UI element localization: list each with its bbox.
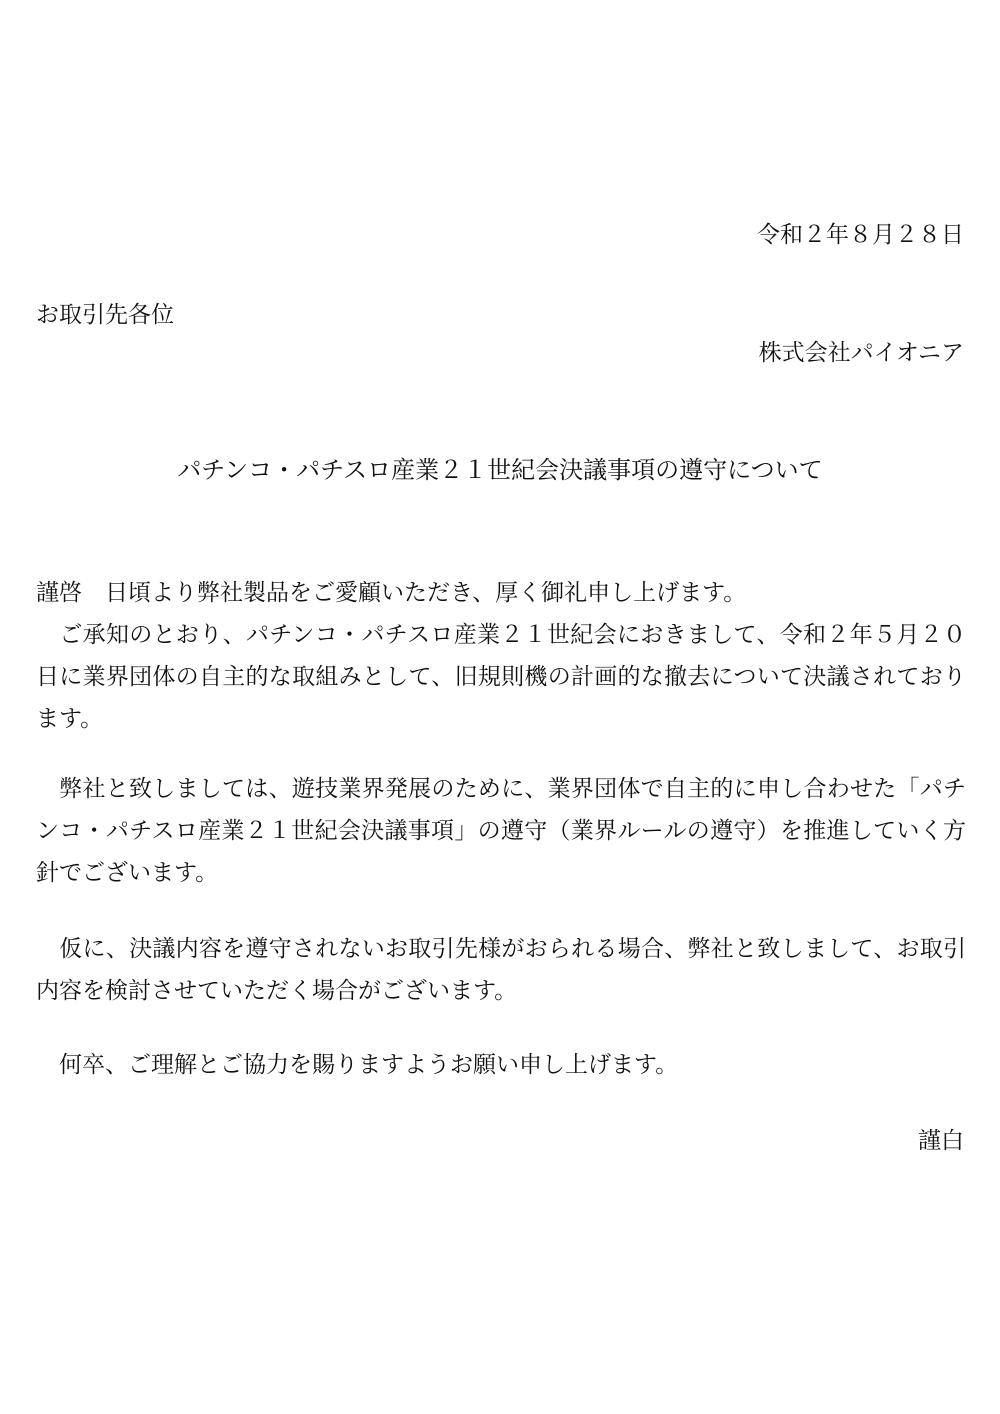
recipient-line: お取引先各位 (36, 302, 174, 328)
paragraph-resolution-text: ご承知のとおり、パチンコ・パチスロ産業２１世紀会におきまして、令和２年５月２０日に業界団体の自主的な取組みとして、旧規則機の計画的な撤去について決議されております。 (36, 622, 966, 732)
sender-company: 株式会社パイオニア (758, 340, 964, 366)
paragraph-policy (36, 768, 966, 894)
paragraph-policy-text: 弊社と致しましては、遊技業界発展のために、業界団体で自主的に申し合わせた「パチンコ・パチスロ産業２１世紀会決議事項」の遵守（業界ルールの遵守）を推進していく方針でございます。 (36, 776, 966, 886)
paragraph-greeting (36, 572, 966, 614)
paragraph-resolution (36, 614, 966, 740)
paragraph-greeting-text: 謹啓 日頃より弊社製品をご愛顧いただき、厚く御礼申し上げます。 (36, 580, 747, 606)
paragraph-request-text: 何卒、ご理解とご協力を賜りますようお願い申し上げます。 (59, 1052, 679, 1078)
paragraph-notice (36, 928, 966, 1012)
paragraph-notice-text: 仮に、決議内容を遵守されないお取引先様がおられる場合、弊社と致しまして、お取引内容を検討させていただく場合がございます。 (36, 936, 966, 1004)
document-title: パチンコ・パチスロ産業２１世紀会決議事項の遵守について (177, 456, 823, 484)
letter-date: 令和２年８月２８日 (757, 222, 964, 248)
paragraph-request (36, 1044, 966, 1086)
closing-word: 謹白 (918, 1128, 964, 1154)
